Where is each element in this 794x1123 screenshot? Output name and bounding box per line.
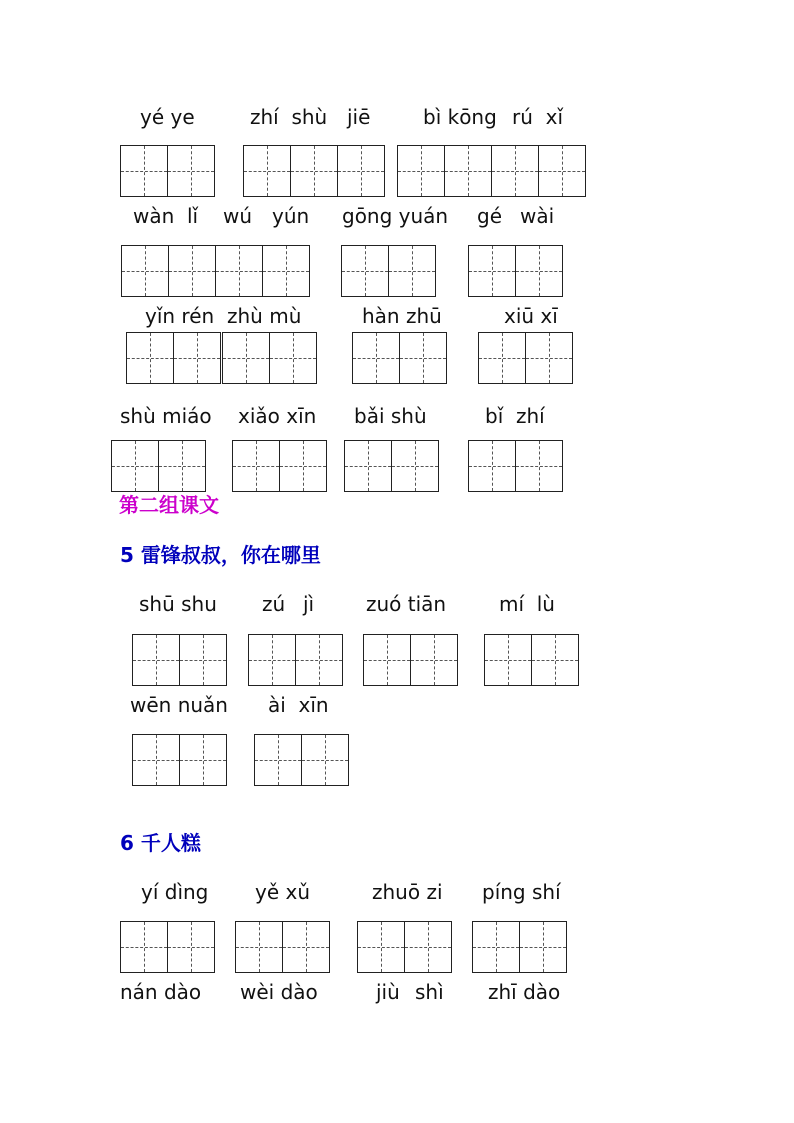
pinyin-zhu-mu: zhù mù xyxy=(227,304,302,328)
pinyin-xiu-xi: xiū xī xyxy=(504,304,558,328)
writing-box[interactable] xyxy=(243,145,291,197)
writing-box[interactable] xyxy=(111,440,159,492)
writing-box-group[interactable] xyxy=(111,440,206,492)
pinyin-jiu: jiù xyxy=(376,980,400,1004)
writing-box[interactable] xyxy=(525,332,573,384)
writing-box-group[interactable] xyxy=(243,145,385,197)
pinyin-ge: gé xyxy=(477,204,502,228)
writing-box[interactable] xyxy=(269,332,317,384)
pinyin-ai-xin: ài xīn xyxy=(268,693,329,717)
writing-box-group[interactable] xyxy=(254,734,349,786)
writing-box-group[interactable] xyxy=(248,634,343,686)
writing-box[interactable] xyxy=(295,634,343,686)
pinyin-nan-dao: nán dào xyxy=(120,980,202,1004)
pinyin-shi: shì xyxy=(415,980,444,1004)
writing-box[interactable] xyxy=(168,245,216,297)
pinyin-bai-shu: bǎi shù xyxy=(354,404,427,428)
writing-box-group[interactable] xyxy=(397,145,586,197)
writing-box[interactable] xyxy=(301,734,349,786)
pinyin-wei-dao: wèi dào xyxy=(240,980,318,1004)
pinyin-wai: wài xyxy=(520,204,555,228)
writing-box[interactable] xyxy=(248,634,296,686)
writing-box[interactable] xyxy=(519,921,567,973)
writing-box[interactable] xyxy=(232,440,280,492)
writing-box[interactable] xyxy=(515,440,563,492)
writing-box-group[interactable] xyxy=(478,332,573,384)
pinyin-ye-xu: yě xǔ xyxy=(255,880,311,904)
writing-box[interactable] xyxy=(120,921,168,973)
writing-box-group[interactable] xyxy=(352,332,447,384)
writing-box-group[interactable] xyxy=(132,734,227,786)
section-title: 第二组课文 xyxy=(119,493,219,517)
pinyin-zu: zú xyxy=(262,592,286,616)
writing-box[interactable] xyxy=(132,734,180,786)
pinyin-bi-kong: bì kōng xyxy=(423,105,497,129)
pinyin-jie: jiē xyxy=(347,105,371,129)
writing-box[interactable] xyxy=(404,921,452,973)
pinyin-bi-zhi: bǐ zhí xyxy=(485,404,545,428)
writing-box[interactable] xyxy=(282,921,330,973)
lesson-6-title: 6 千人糕 xyxy=(120,831,201,855)
writing-box[interactable] xyxy=(531,634,579,686)
writing-box[interactable] xyxy=(121,245,169,297)
writing-box[interactable] xyxy=(158,440,206,492)
writing-box-group[interactable] xyxy=(472,921,567,973)
writing-box-group[interactable] xyxy=(344,440,439,492)
writing-box[interactable] xyxy=(444,145,492,197)
pinyin-ru-xi: rú xǐ xyxy=(512,105,564,129)
writing-box[interactable] xyxy=(472,921,520,973)
pinyin-han-zhu: hàn zhū xyxy=(362,304,442,328)
writing-box[interactable] xyxy=(468,440,516,492)
writing-box-group[interactable] xyxy=(222,332,317,384)
writing-box[interactable] xyxy=(344,440,392,492)
pinyin-zuo-tian: zuó tiān xyxy=(366,592,447,616)
writing-box-group[interactable] xyxy=(363,634,458,686)
pinyin-wen-nuan: wēn nuǎn xyxy=(130,693,228,717)
writing-box-group[interactable] xyxy=(132,634,227,686)
writing-box[interactable] xyxy=(179,734,227,786)
pinyin-xiao-xin: xiǎo xīn xyxy=(238,404,317,428)
writing-box[interactable] xyxy=(468,245,516,297)
writing-box[interactable] xyxy=(290,145,338,197)
pinyin-wan-li: wàn lǐ xyxy=(133,204,199,228)
pinyin-shu-miao: shù miáo xyxy=(120,404,212,428)
writing-box-group[interactable] xyxy=(484,634,579,686)
writing-box[interactable] xyxy=(341,245,389,297)
writing-box-group[interactable] xyxy=(468,440,563,492)
pinyin-zhi-shu: zhí shù xyxy=(250,105,328,129)
writing-box[interactable] xyxy=(352,332,400,384)
pinyin-zhuo-zi: zhuō zi xyxy=(372,880,443,904)
writing-box[interactable] xyxy=(167,921,215,973)
pinyin-yun: yún xyxy=(272,204,310,228)
writing-box-group[interactable] xyxy=(121,245,310,297)
writing-box[interactable] xyxy=(491,145,539,197)
writing-box[interactable] xyxy=(173,332,221,384)
writing-box[interactable] xyxy=(126,332,174,384)
writing-box[interactable] xyxy=(279,440,327,492)
writing-box[interactable] xyxy=(478,332,526,384)
writing-box[interactable] xyxy=(215,245,263,297)
writing-box[interactable] xyxy=(179,634,227,686)
writing-box-group[interactable] xyxy=(232,440,327,492)
pinyin-gong-yuan: gōng yuán xyxy=(342,204,449,228)
writing-box[interactable] xyxy=(254,734,302,786)
pinyin-shu-shu: shū shu xyxy=(139,592,217,616)
pinyin-zhi-dao: zhī dào xyxy=(488,980,561,1004)
lesson-5-title: 5 雷锋叔叔，你在哪里 xyxy=(120,543,321,567)
writing-box[interactable] xyxy=(357,921,405,973)
writing-box[interactable] xyxy=(120,145,168,197)
writing-box[interactable] xyxy=(538,145,586,197)
writing-box-group[interactable] xyxy=(468,245,563,297)
writing-box[interactable] xyxy=(391,440,439,492)
writing-box[interactable] xyxy=(132,634,180,686)
writing-box[interactable] xyxy=(363,634,411,686)
writing-box[interactable] xyxy=(388,245,436,297)
pinyin-ye-ye: yé ye xyxy=(140,105,195,129)
writing-box[interactable] xyxy=(397,145,445,197)
pinyin-yi-ding: yí dìng xyxy=(141,880,209,904)
pinyin-ji: jì xyxy=(303,592,315,616)
pinyin-ping-shi: píng shí xyxy=(482,880,561,904)
writing-box[interactable] xyxy=(222,332,270,384)
writing-box[interactable] xyxy=(337,145,385,197)
writing-box[interactable] xyxy=(484,634,532,686)
pinyin-wu: wú xyxy=(223,204,253,228)
writing-box-group[interactable] xyxy=(120,145,215,197)
writing-box-group[interactable] xyxy=(126,332,221,384)
writing-box[interactable] xyxy=(167,145,215,197)
pinyin-mi-lu: mí lù xyxy=(499,592,555,616)
pinyin-yin-ren: yǐn rén xyxy=(145,304,215,328)
writing-box[interactable] xyxy=(515,245,563,297)
writing-box-group[interactable] xyxy=(235,921,330,973)
writing-box-group[interactable] xyxy=(357,921,452,973)
writing-box[interactable] xyxy=(410,634,458,686)
writing-box[interactable] xyxy=(399,332,447,384)
writing-box-group[interactable] xyxy=(341,245,436,297)
writing-box-group[interactable] xyxy=(120,921,215,973)
writing-box[interactable] xyxy=(262,245,310,297)
writing-box[interactable] xyxy=(235,921,283,973)
